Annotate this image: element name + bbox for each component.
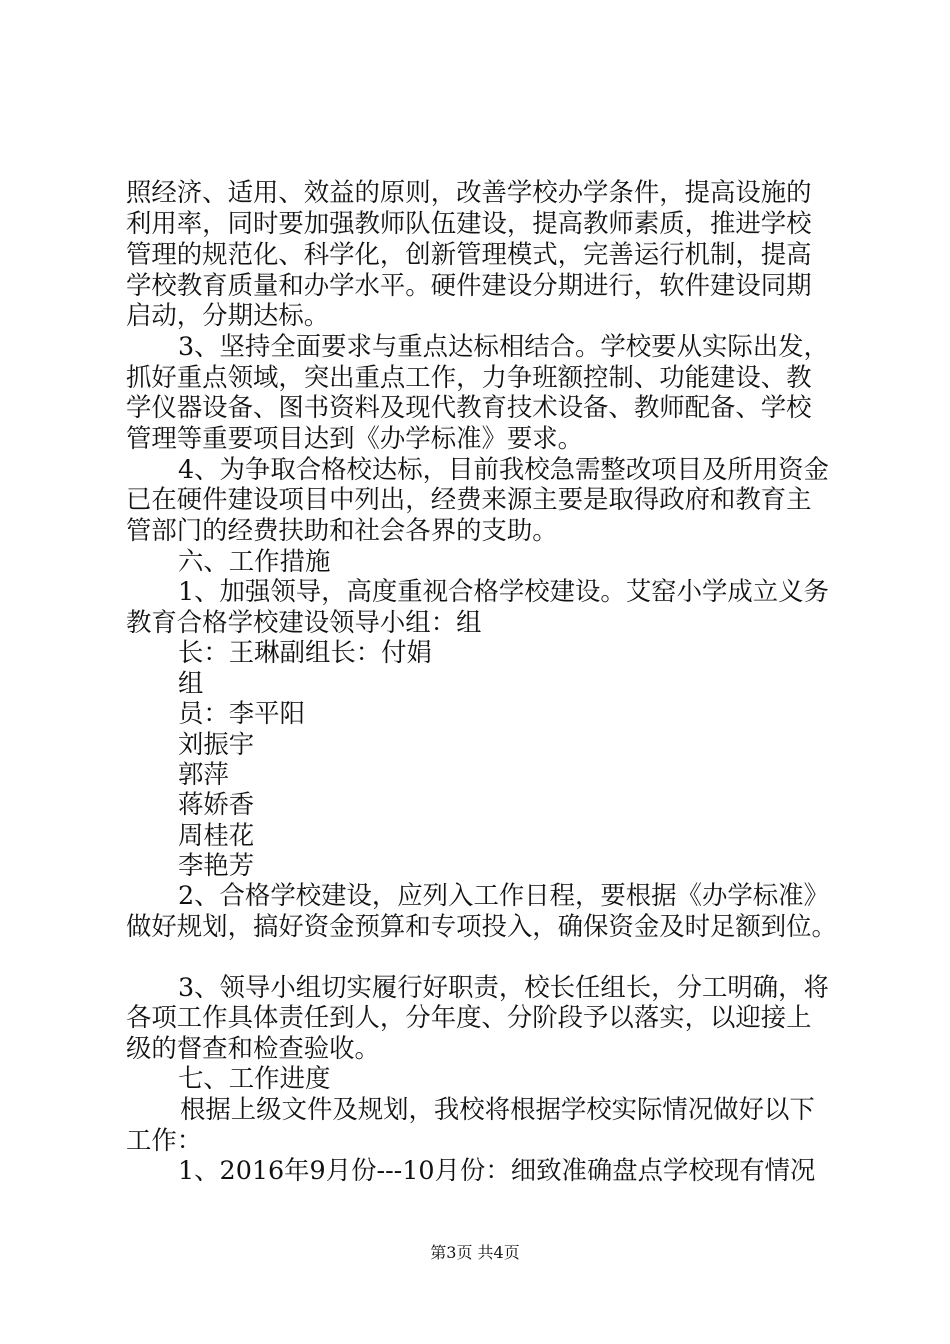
paragraph-3-start: 3、坚持全面要求与重点达标相结合。学校要从实际出发， (178, 331, 829, 361)
member-line: 员：李平阳 (178, 698, 305, 728)
body-text-line: 抓好重点领域，突出重点工作，力争班额控制、功能建设、教 (126, 362, 812, 392)
body-text-line: 管部门的经费扶助和社会各界的支助。 (126, 515, 558, 545)
body-text-line: 启动，分期达标。 (126, 300, 330, 330)
body-text-line: 各项工作具体责任到人，分年度、分阶段予以落实，以迎接上 (126, 1002, 812, 1032)
section-heading-progress: 七、工作进度 (178, 1063, 331, 1093)
body-text-line: 利用率，同时要加强教师队伍建设，提高教师素质，推进学校 (126, 208, 812, 238)
progress-intro: 根据上级文件及规划，我校将根据学校实际情况做好以下 (180, 1094, 815, 1124)
measure-3-start: 3、领导小组切实履行好职责，校长任组长，分工明确，将 (178, 972, 829, 1002)
page-number-footer: 第3页 共4页 (430, 1243, 520, 1262)
member-name: 郭萍 (178, 759, 229, 789)
progress-item-1: 1、2016年9月份---10月份：细致准确盘点学校现有情况 (178, 1155, 816, 1185)
paragraph-4-start: 4、为争取合格校达标，目前我校急需整改项目及所用资金 (178, 454, 829, 484)
body-text-line: 学仪器设备、图书资料及现代教育技术设备、教师配备、学校 (126, 392, 812, 422)
body-text-line: 级的督查和检查验收。 (126, 1033, 380, 1063)
member-label-line: 组 (178, 668, 204, 698)
body-text-line: 做好规划，搞好资金预算和专项投入，确保资金及时足额到位。 (126, 911, 837, 941)
body-text-line: 照经济、适用、效益的原则，改善学校办学条件，提高设施的 (126, 177, 812, 207)
leader-line: 长：王琳副组长：付娟 (178, 637, 432, 667)
body-text-line: 管理等重要项目达到《办学标准》要求。 (126, 423, 584, 453)
measure-1-start: 1、加强领导，高度重视合格学校建设。艾窑小学成立义务 (178, 576, 829, 606)
member-name: 刘振宇 (178, 729, 255, 759)
member-name: 蒋娇香 (178, 789, 255, 819)
body-text-line: 工作： (126, 1125, 203, 1155)
section-heading-measures: 六、工作措施 (178, 546, 331, 576)
body-text-line: 学校教育质量和办学水平。硬件建设分期进行，软件建设同期 (126, 270, 812, 300)
body-text-line: 已在硬件建设项目中列出，经费来源主要是取得政府和教育主 (126, 484, 812, 514)
member-name: 李艳芳 (178, 850, 255, 880)
member-name: 周桂花 (178, 820, 255, 850)
body-text-line: 管理的规范化、科学化，创新管理模式，完善运行机制，提高 (126, 239, 812, 269)
measure-2-start: 2、合格学校建设，应列入工作日程，要根据《办学标准》 (178, 880, 829, 910)
body-text-line: 教育合格学校建设领导小组：组 (126, 607, 482, 637)
